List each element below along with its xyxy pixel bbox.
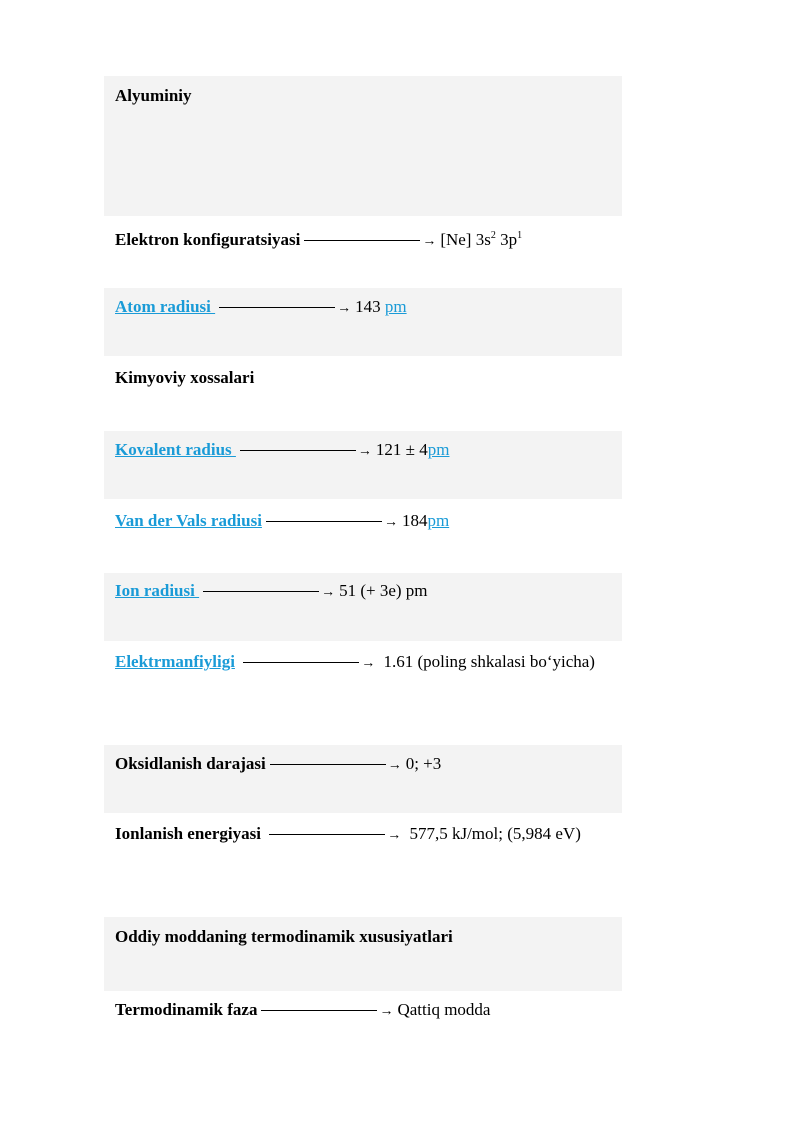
arrow-icon: → <box>387 758 402 773</box>
pm-link[interactable]: pm <box>427 440 450 459</box>
arrow-icon: → <box>321 585 336 600</box>
row-value: [Ne] 3s <box>440 230 491 249</box>
row-value: Qattiq modda <box>397 1000 491 1019</box>
leader-line <box>266 521 382 522</box>
superscript: 1 <box>517 230 523 241</box>
row-value: 184 <box>401 511 428 530</box>
leader-line <box>269 834 385 835</box>
chemical-properties-heading: Kimyoviy xossalari <box>115 368 255 387</box>
leader-line <box>261 1010 377 1011</box>
leader-line <box>219 307 335 308</box>
arrow-icon: → <box>387 828 402 843</box>
row-value: 121 ± 4 <box>375 440 428 459</box>
row-electronegativity <box>115 646 612 680</box>
row-label: Oksidlanish darajasi <box>115 754 266 773</box>
row-ion-radius <box>115 575 612 609</box>
electronegativity-link[interactable]: Elektrmanfiyligi <box>115 652 235 671</box>
row-value: 577,5 kJ/mol; (5,984 eV) <box>409 824 581 843</box>
row-label: Ionlanish energiyasi <box>115 824 261 843</box>
van-der-vals-radius-link[interactable]: Van der Vals radiusi <box>115 511 262 530</box>
ion-radius-link[interactable]: Ion radiusi <box>115 581 200 600</box>
row-van-der-vals-radius <box>115 505 612 539</box>
row-ionization-energy <box>115 818 612 852</box>
row-value: 1.61 (poling shkalasi bo‘yicha) <box>383 652 595 671</box>
row-value: 3p <box>495 230 518 249</box>
leader-line <box>240 450 356 451</box>
row-covalent-radius <box>115 434 612 468</box>
leader-line <box>304 240 420 241</box>
row-oxidation-states <box>115 748 612 782</box>
arrow-icon: → <box>361 656 376 671</box>
arrow-icon: → <box>383 515 398 530</box>
arrow-icon: → <box>357 444 372 459</box>
row-electron-configuration <box>115 220 612 258</box>
pm-link[interactable]: pm <box>427 511 450 530</box>
leader-line <box>203 591 319 592</box>
row-value: 0; +3 <box>405 754 442 773</box>
row-label: Termodinamik faza <box>115 1000 258 1019</box>
row-value: 51 (+ 3e) pm <box>339 581 428 600</box>
row-label: Elektron konfiguratsiyasi <box>115 230 301 249</box>
pm-link[interactable]: pm <box>384 297 407 316</box>
arrow-icon: → <box>422 234 437 249</box>
leader-line <box>270 764 386 765</box>
thermodynamic-heading: Oddiy moddaning termodinamik xususiyatlari <box>115 927 453 946</box>
page-title: Alyuminiy <box>115 86 192 105</box>
atom-radius-link[interactable]: Atom radiusi <box>115 297 216 316</box>
arrow-icon: → <box>379 1004 394 1019</box>
row-value: 143 <box>355 297 385 316</box>
arrow-icon: → <box>337 301 352 316</box>
leader-line <box>243 662 359 663</box>
row-thermodynamic-phase <box>115 994 612 1028</box>
row-atom-radius <box>115 291 612 325</box>
covalent-radius-link[interactable]: Kovalent radius <box>115 440 236 459</box>
superscript: 2 <box>490 230 496 241</box>
